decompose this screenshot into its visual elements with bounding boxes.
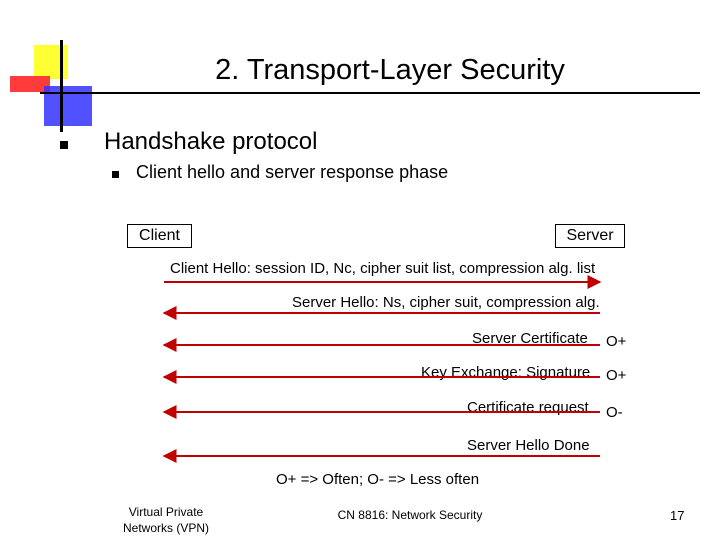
- footer-course-line1: Virtual Private: [128, 505, 204, 519]
- msg-key-exchange: Key Exchange: Signature: [421, 364, 591, 381]
- bullet-handshake: Handshake protocol: [104, 128, 318, 155]
- legend-text: O+ => Often; O- => Less often: [276, 471, 480, 488]
- sub-bullet-phase: Client hello and server response phase: [136, 162, 449, 182]
- symbol-often: O+: [606, 333, 627, 350]
- client-box: Client: [127, 224, 192, 248]
- page-number: 17: [670, 508, 685, 523]
- footer-title: CN 8816: Network Security: [337, 508, 483, 522]
- symbol-less-often: O-: [606, 404, 623, 421]
- msg-client-hello: Client Hello: session ID, Nc, cipher suit list, compression alg. list: [170, 260, 596, 277]
- msg-server-certificate: Server Certificate: [472, 330, 588, 347]
- msg-server-hello-done: Server Hello Done: [467, 437, 590, 454]
- server-box: Server: [555, 224, 625, 248]
- footer-course: [106, 504, 226, 536]
- slide-title: 2. Transport-Layer Security: [215, 54, 565, 86]
- msg-certificate-request: Certificate request: [467, 399, 589, 416]
- footer-course-line2: Networks (VPN): [122, 521, 209, 535]
- msg-server-hello: Server Hello: Ns, cipher suit, compression alg.: [292, 294, 600, 311]
- symbol-often: O+: [606, 367, 627, 384]
